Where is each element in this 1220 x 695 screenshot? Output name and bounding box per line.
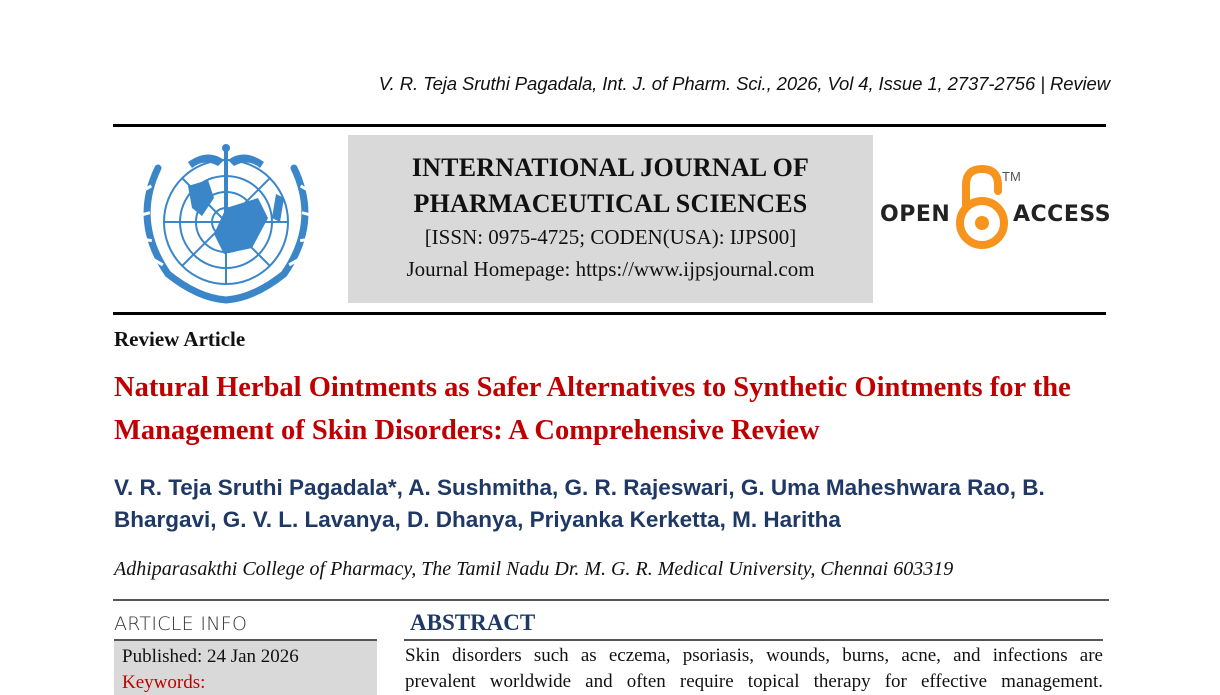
article-info-box bbox=[114, 641, 377, 695]
abstract-body bbox=[405, 643, 1103, 695]
open-access-access-text: ACCESS bbox=[1013, 202, 1112, 227]
abstract-line: prevalent worldwide and often require topical therapy for effective management. bbox=[405, 671, 1103, 692]
author-affiliation: Adhiparasakthi College of Pharmacy, The Tamil Nadu Dr. M. G. R. Medical University, Chennai 603319 bbox=[114, 558, 954, 580]
journal-homepage-link[interactable]: Journal Homepage: https://www.ijpsjournal.com bbox=[406, 257, 815, 281]
trademark-mark: TM bbox=[1002, 169, 1021, 184]
journal-emblem-icon bbox=[128, 138, 324, 306]
published-date: Published: 24 Jan 2026 bbox=[122, 646, 299, 667]
journal-masthead bbox=[348, 135, 873, 303]
open-access-open-text: OPEN bbox=[880, 202, 951, 227]
author-list: V. R. Teja Sruthi Pagadala*, A. Sushmitha, G. R. Rajeswari, G. Uma Maheshwara Rao, B. Bhargavi, G. V. L. Lavanya, D. Dhanya, Priyanka Kerketta, M. Haritha bbox=[114, 475, 1045, 532]
abstract-heading: ABSTRACT bbox=[410, 610, 536, 635]
abstract-rule bbox=[404, 639, 1103, 641]
header-top-rule bbox=[113, 124, 1106, 127]
article-type: Review Article bbox=[114, 327, 246, 351]
journal-issn: [ISSN: 0975-4725; CODEN(USA): IJPS00] bbox=[424, 225, 797, 249]
running-head: V. R. Teja Sruthi Pagadala, Int. J. of Pharm. Sci., 2026, Vol 4, Issue 1, 2737-2756 | Review bbox=[378, 73, 1110, 94]
journal-name-line2: PHARMACEUTICAL SCIENCES bbox=[413, 189, 808, 218]
article-info-heading: ARTICLE INFO bbox=[114, 613, 248, 635]
article-title: Natural Herbal Ointments as Safer Alternatives to Synthetic Ointments for the Management of Skin Disorders: A Comprehensive Review bbox=[114, 372, 1071, 446]
section-divider bbox=[113, 599, 1109, 601]
abstract-line: Skin disorders such as eczema, psoriasis, wounds, burns, acne, and infections are bbox=[405, 645, 1103, 666]
journal-name-line1: INTERNATIONAL JOURNAL OF bbox=[411, 153, 810, 182]
header-bottom-rule bbox=[113, 312, 1106, 315]
open-access-badge bbox=[880, 165, 1110, 255]
keywords-label: Keywords: bbox=[122, 672, 206, 693]
